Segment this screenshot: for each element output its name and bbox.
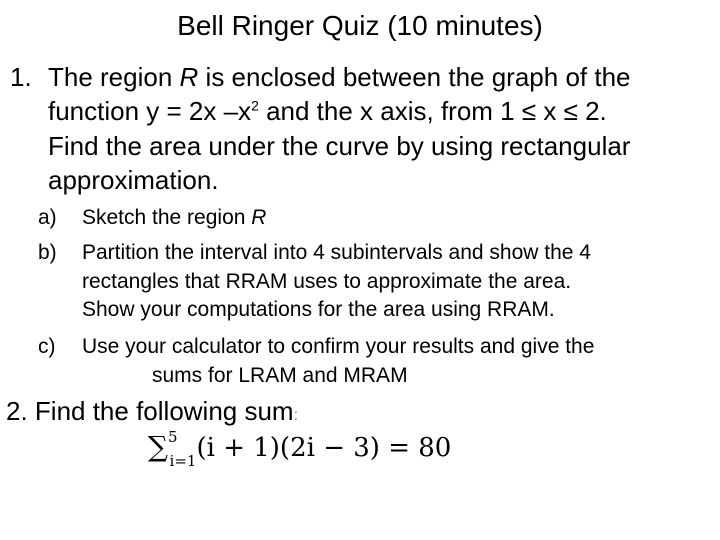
question-1-number: 1. xyxy=(10,62,32,92)
summand-expression: (i + 1)(2i − 3) = 80 xyxy=(196,433,452,463)
part-c-label: c) xyxy=(38,335,56,358)
sigma-symbol: ∑ xyxy=(148,430,168,463)
part-b-line-3: Show your computations for the area using RRAM. xyxy=(82,298,555,321)
part-b-line-2: rectangles that RRAM uses to approximate the area. xyxy=(82,270,572,293)
question-2: 2. Find the following sum: xyxy=(6,396,299,426)
page-title: Bell Ringer Quiz (10 minutes) xyxy=(177,10,543,41)
part-a-text: Sketch the region R xyxy=(82,206,267,229)
part-b-line-1: Partition the interval into 4 subintervals and show the 4 xyxy=(82,241,591,264)
question-1-line-4: approximation. xyxy=(48,165,219,195)
part-c-line-1: Use your calculator to confirm your results and give the xyxy=(82,335,595,358)
question-1-line-1: The region R is enclosed between the graph of the xyxy=(48,62,631,92)
part-b-label: b) xyxy=(38,241,57,264)
lower-limit: i=1 xyxy=(169,452,197,471)
question-1-line-2: function y = 2x $-x^2$ and the x axis, from 1 ≤ x ≤ 2. xyxy=(48,96,607,126)
question-1-line-3: Find the area under the curve by using rectangular xyxy=(48,131,631,161)
summation-equation xyxy=(148,428,452,471)
region-variable: R xyxy=(179,62,199,92)
upper-limit: 5 xyxy=(168,428,178,447)
part-a-label: a) xyxy=(38,206,57,229)
exponent: 2 xyxy=(251,97,259,114)
part-c-line-2: sums for LRAM and MRAM xyxy=(152,364,408,387)
